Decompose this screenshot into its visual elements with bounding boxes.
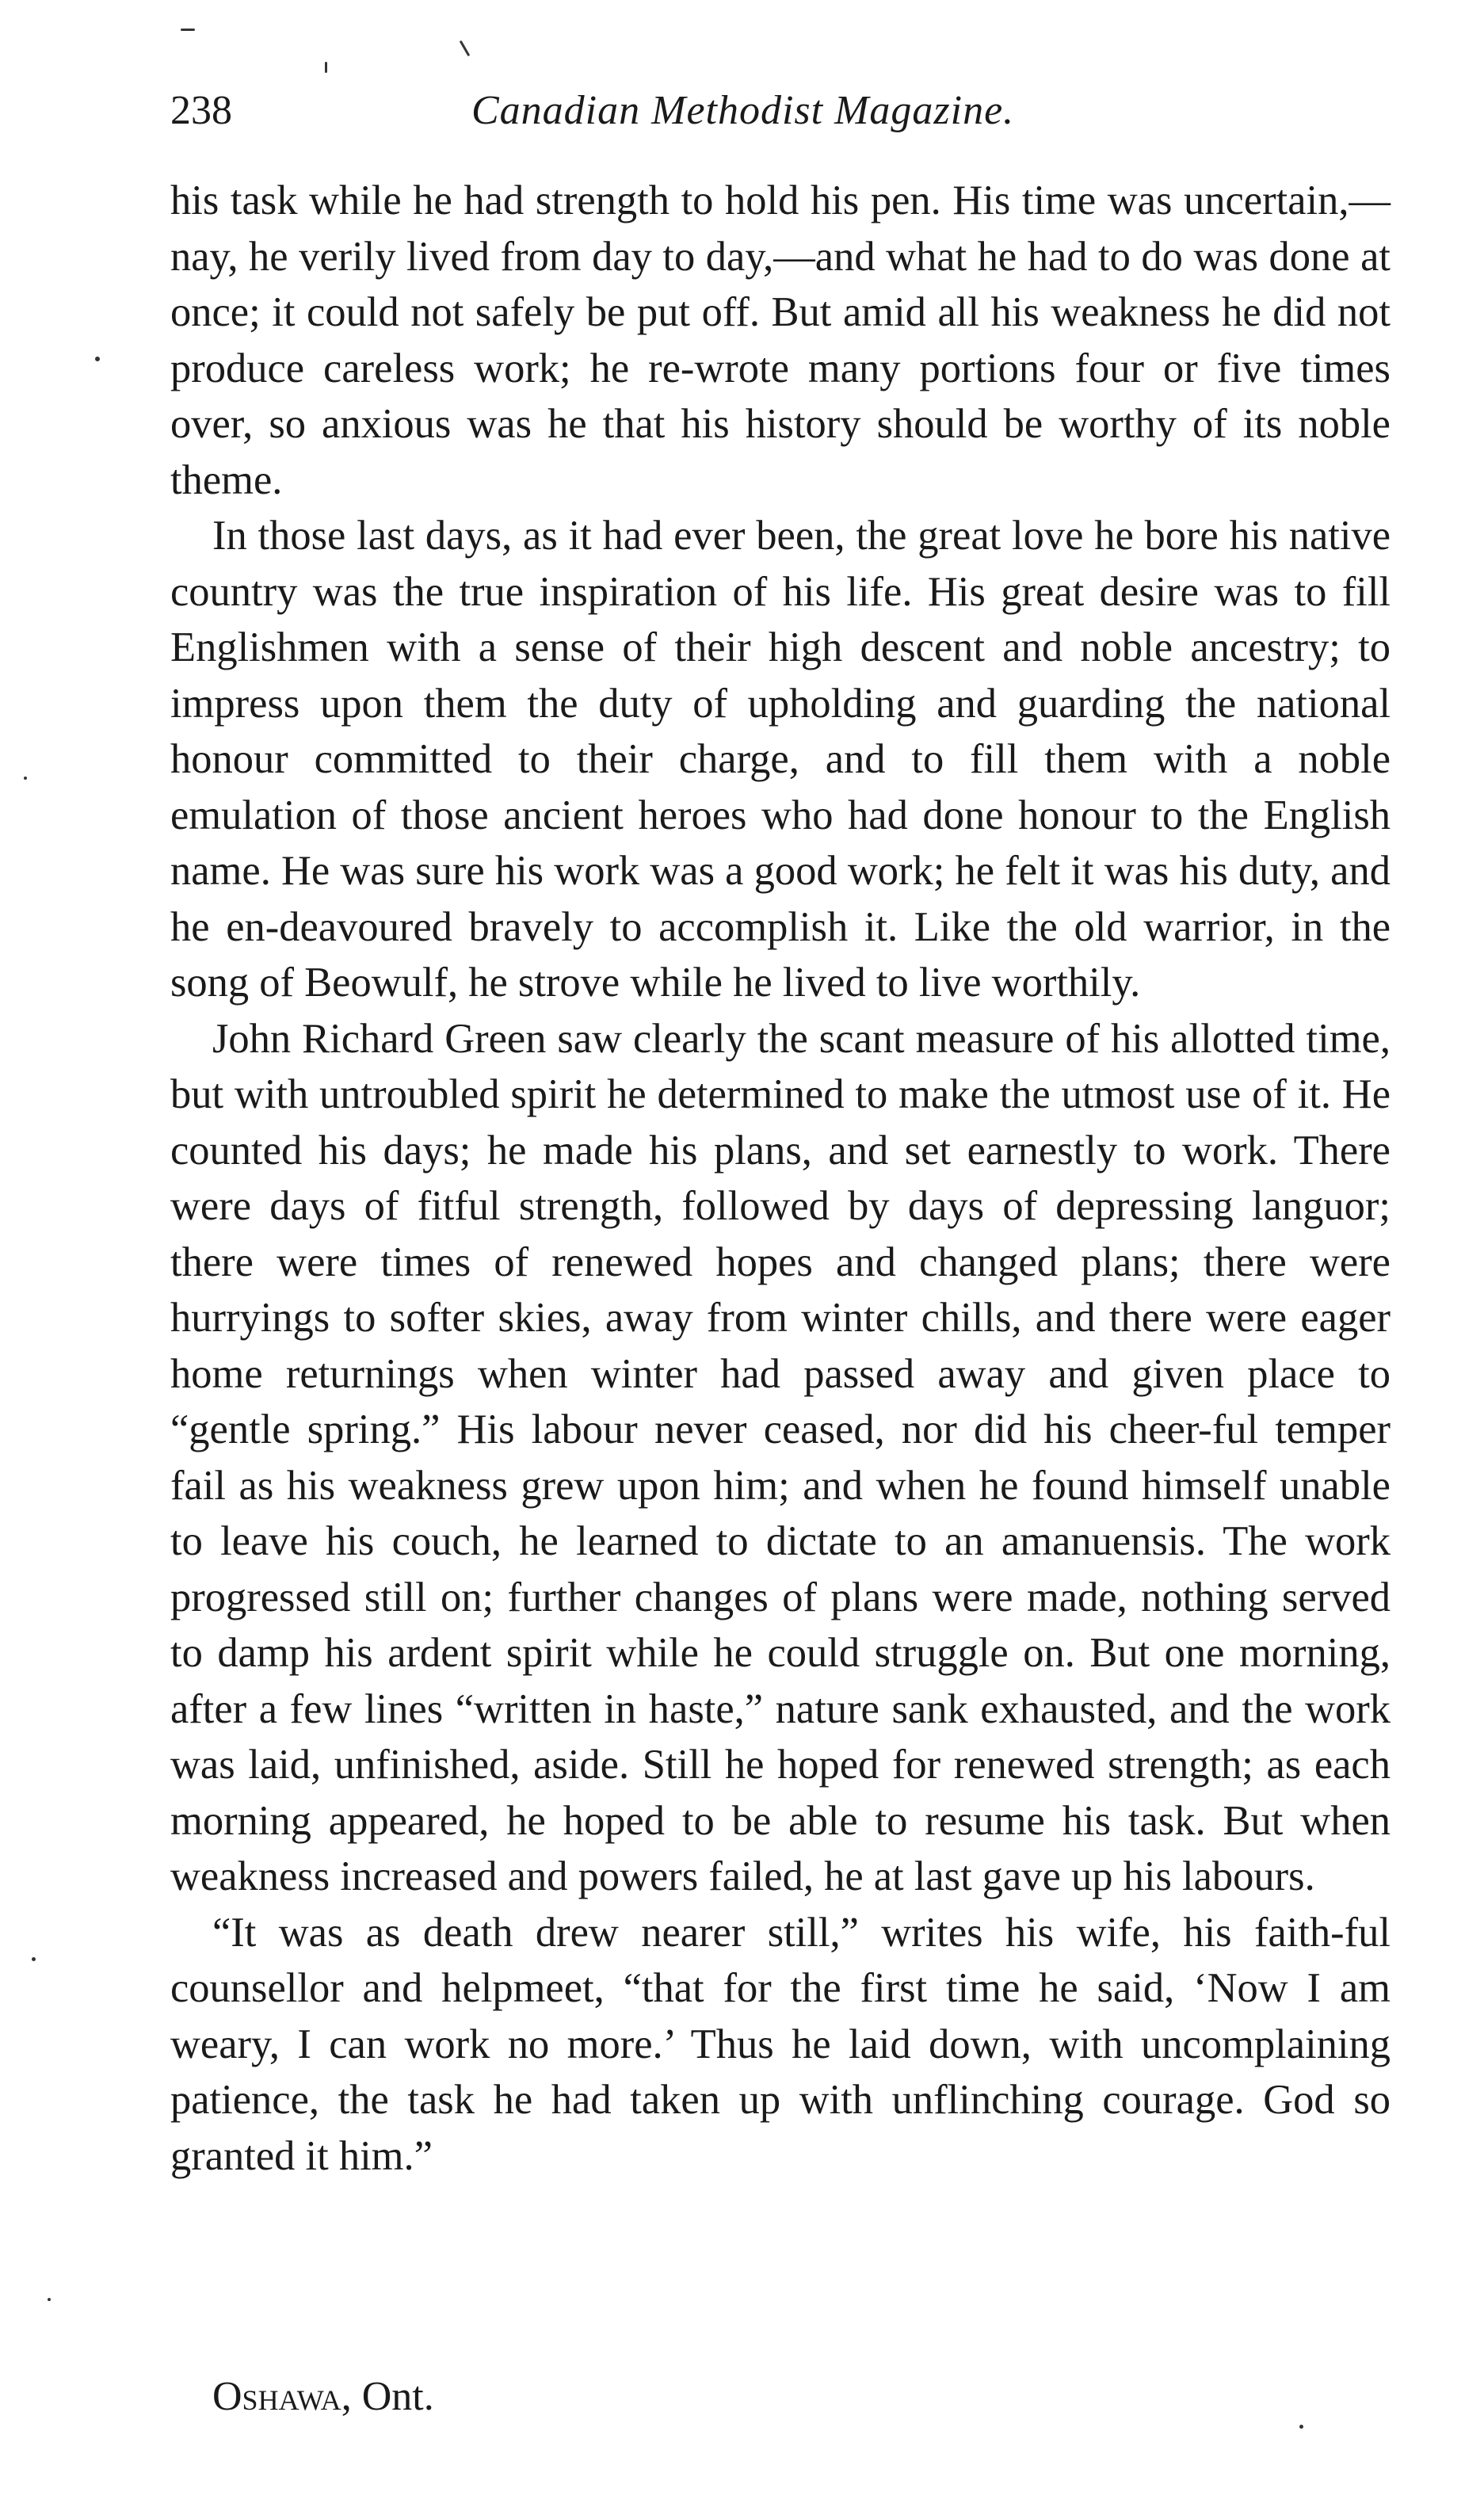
scan-speck (32, 1957, 36, 1961)
article-body (170, 173, 1391, 2184)
signature-place: Oshawa (212, 2374, 341, 2419)
scan-speck (460, 40, 471, 57)
paragraph-1: his task while he had strength to hold his pen. His time was uncertain,—nay, he verily lived from day to day,—and what he had to do was done at once; it could not safely be put off. But amid all his weakness he did not produce careless work; he re-wrote many portions four or five times over, so anxious was he that his history should be worthy of its noble theme. (170, 177, 1391, 503)
scan-speck (24, 777, 27, 780)
signature-line (212, 2369, 434, 2425)
running-title: Canadian Methodist Magazine. (471, 88, 1015, 133)
page-number: 238 (170, 88, 232, 133)
page-header (170, 79, 1391, 143)
scan-speck (325, 62, 327, 73)
paragraph-4: “It was as death drew nearer still,” writes his wife, his faith-ful counsellor and helpmeet, “that for the first time he said, ‘Now I am weary, I can work no more.’ Thus he laid down, with uncomplaining patience, the task he had taken up with unflinching courage. God so granted it him.” (170, 1909, 1391, 2179)
paragraph-3: John Richard Green saw clearly the scant measure of his allotted time, but with untroubled spirit he determined to make the utmost use of it. He counted his days; he made his plans, and set earnestly to work. There were days of fitful strength, followed by days of depressing languor; there were times of renewed hopes and changed plans; there were hurryings to softer skies, away from winter chills, and there were eager home returnings when winter had passed away and given place to “gentle spring.” His labour never ceased, nor did his cheer-ful temper fail as his weakness grew upon him; and when he found himself unable to leave his couch, he learned to dictate to an amanuensis. The work progressed still on; further changes of plans were made, nothing served to damp his ardent spirit while he could struggle on. But one morning, after a few lines “written in haste,” nature sank exhausted, and the work was laid, unfinished, aside. Still he hoped for renewed strength; as each morning appeared, he hoped to be able to resume his task. But when weakness increased and powers failed, he at last gave up his labours. (170, 1015, 1391, 1899)
scan-speck (48, 2298, 51, 2301)
signature-comma: , (341, 2374, 362, 2419)
paragraph-2: In those last days, as it had ever been, the great love he bore his native country was the true inspiration of his life. His great desire was to fill Englishmen with a sense of their high descent and noble ancestry; to impress upon them the duty of upholding and guarding the national honour committed to their charge, and to fill them with a noble emulation of those ancient heroes who had done honour to the English name. He was sure his work was a good work; he felt it was his duty, and he en-deavoured bravely to accomplish it. Like the old warrior, in the song of Beowulf, he strove while he lived to live worthily. (170, 513, 1391, 1006)
scan-speck (181, 29, 195, 31)
scan-speck (1299, 2425, 1303, 2429)
signature-province: Ont. (361, 2374, 434, 2419)
scan-speck (95, 357, 100, 361)
